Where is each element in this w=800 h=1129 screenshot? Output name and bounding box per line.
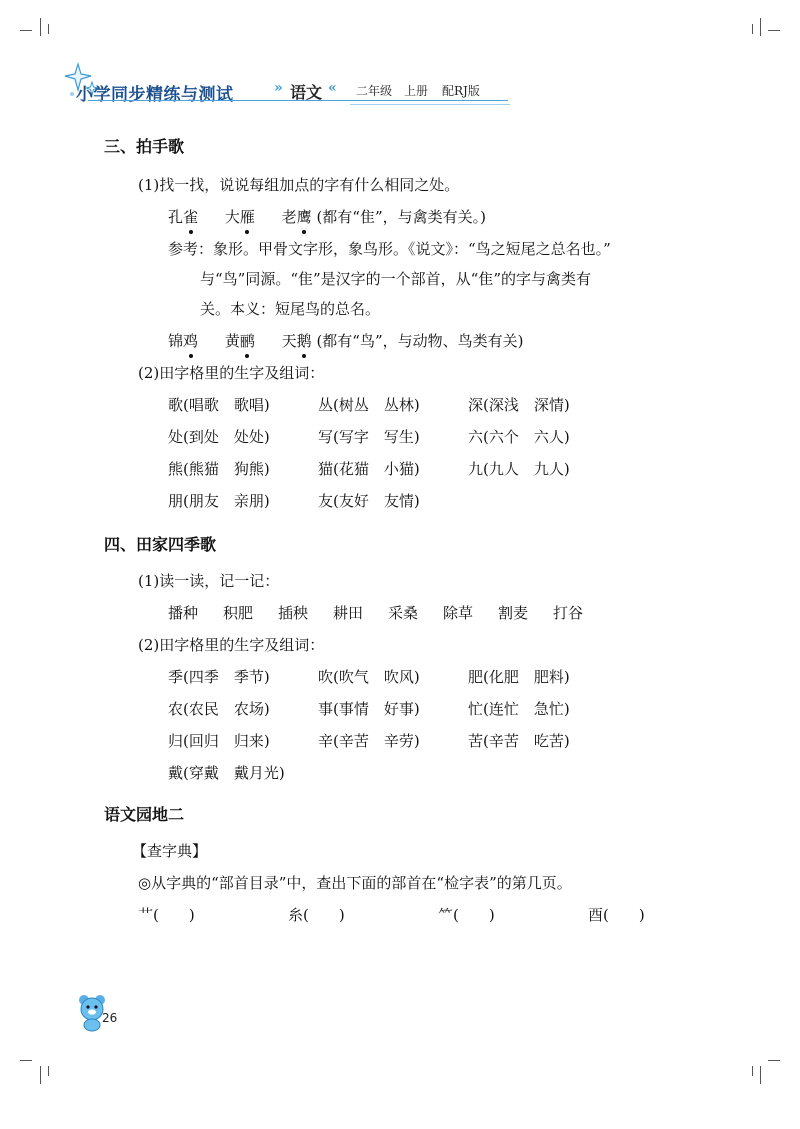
word-item: 耕田: [333, 604, 364, 622]
vocab-row: [168, 666, 570, 687]
example-note: (都有“隹”，与禽类有关。): [316, 208, 486, 226]
vocab-row: [168, 698, 570, 719]
example-word: 孔雀: [168, 206, 198, 227]
radical-blank[interactable]: 艹( ): [138, 906, 195, 924]
example-group: [168, 206, 486, 227]
radical-blank[interactable]: 糸( ): [288, 906, 345, 924]
crop-mark: [752, 1066, 753, 1076]
edition-label: 配RJ版: [442, 84, 480, 98]
vocab-entry: 九(九人 九人): [468, 460, 570, 478]
vocab-row: [168, 730, 570, 751]
example-word: 老鹰: [282, 206, 312, 227]
emphasis-dot-icon: [245, 354, 249, 358]
word-item: 播种: [168, 604, 199, 622]
vocab-entry: 戴(穿戴 戴月光): [168, 764, 285, 782]
vocab-entry: 归(回归 归来): [168, 732, 270, 750]
vocab-entry: 深(深浅 深情): [468, 396, 570, 414]
crop-mark: [48, 1066, 49, 1076]
vocab-row: [168, 490, 420, 511]
example-note: (都有“鸟”，与动物、鸟类有关): [316, 332, 524, 350]
emphasis-dot-icon: [189, 354, 193, 358]
radical-list: [138, 904, 645, 925]
question-prompt: (2)田字格里的生字及组词：: [138, 364, 325, 382]
volume-label: 上册: [404, 84, 429, 98]
emphasis-dot-icon: [302, 354, 306, 358]
example-word: 大雁: [225, 206, 255, 227]
header-rule: [88, 100, 508, 101]
question-prompt: (1)读一读，记一记：: [138, 572, 280, 590]
crop-mark: [760, 1066, 761, 1084]
emphasis-char: 鹂: [240, 330, 255, 351]
vocab-entry: 歌(唱歌 歌唱): [168, 396, 270, 414]
vocab-entry: 友(友好 友情): [318, 492, 420, 510]
crop-mark: [40, 1066, 41, 1084]
instruction: ◎从字典的“部首目录”中，查出下面的部首在“检字表”的第几页。: [138, 874, 572, 892]
reference-line: 与“鸟”同源。“隹”是汉字的一个部首，从“隹”的字与禽类有: [200, 270, 592, 288]
crop-mark: [768, 1060, 780, 1061]
page-number: 26: [102, 1011, 118, 1025]
radical-blank[interactable]: 酉( ): [588, 906, 645, 924]
vocab-entry: 辛(辛苦 辛劳): [318, 732, 420, 750]
word-item: 割麦: [498, 604, 529, 622]
example-word: 天鹅: [282, 330, 312, 351]
word-item: 采桑: [388, 604, 419, 622]
section-heading: 三、拍手歌: [104, 137, 185, 156]
subject-label: 语文: [290, 83, 323, 102]
subsection-label: 【查字典】: [132, 842, 208, 860]
crop-mark: [40, 18, 41, 36]
vocab-entry: 事(事情 好事): [318, 700, 420, 718]
emphasis-char: 雀: [183, 206, 198, 227]
crop-mark: [760, 18, 761, 36]
vocab-row: [168, 762, 285, 783]
vocab-entry: 忙(连忙 急忙): [468, 700, 570, 718]
grade-label: 二年级: [356, 84, 393, 98]
vocab-entry: 吹(吹气 吹风): [318, 668, 420, 686]
vocab-entry: 猫(花猫 小猫): [318, 460, 420, 478]
vocab-row: [168, 458, 570, 479]
crop-mark: [20, 30, 32, 31]
vocab-entry: 丛(树丛 丛林): [318, 396, 420, 414]
vocab-row: [168, 426, 570, 447]
section-heading: 四、田家四季歌: [104, 535, 217, 554]
emphasis-char: 雁: [240, 206, 255, 227]
word-item: 除草: [443, 604, 474, 622]
word-item: 插秧: [278, 604, 309, 622]
word-item: 打谷: [553, 604, 584, 622]
vocab-entry: 熊(熊猫 狗熊): [168, 460, 270, 478]
vocab-entry: 肥(化肥 肥料): [468, 668, 570, 686]
example-group: [168, 330, 523, 351]
question-prompt: (1)找一找，说说每组加点的字有什么相同之处。: [138, 176, 460, 194]
double-chevron-icon: «: [328, 80, 337, 96]
emphasis-dot-icon: [189, 230, 193, 234]
question-prompt: (2)田字格里的生字及组词：: [138, 636, 325, 654]
crop-mark: [20, 1060, 32, 1061]
emphasis-char: 鹰: [297, 206, 312, 227]
vocab-entry: 苦(辛苦 吃苦): [468, 732, 570, 750]
vocab-entry: 处(到处 处处): [168, 428, 270, 446]
example-word: 锦鸡: [168, 330, 198, 351]
vocab-entry: 农(农民 农场): [168, 700, 270, 718]
series-title: 小学同步精练与测试: [76, 85, 234, 105]
vocab-entry: 六(六个 六人): [468, 428, 570, 446]
emphasis-dot-icon: [245, 230, 249, 234]
emphasis-char: 鹅: [297, 330, 312, 351]
double-chevron-icon: »: [274, 80, 283, 96]
emphasis-dot-icon: [302, 230, 306, 234]
crop-mark: [752, 24, 753, 34]
emphasis-char: 鸡: [183, 330, 198, 351]
vocab-entry: 朋(朋友 亲朋): [168, 492, 270, 510]
radical-blank[interactable]: ⺮( ): [438, 906, 495, 924]
crop-mark: [768, 30, 780, 31]
word-item: 积肥: [223, 604, 254, 622]
vocab-entry: 季(四季 季节): [168, 668, 270, 686]
reference-line: 参考：象形。甲骨文字形，象鸟形。《说文》：“鸟之短尾之总名也。”: [168, 240, 611, 258]
vocab-entry: 写(写字 写生): [318, 428, 420, 446]
section-heading: 语文园地二: [104, 805, 185, 824]
word-list: [168, 602, 583, 623]
reference-line: 关。本义：短尾鸟的总名。: [200, 300, 381, 318]
header-rule: [350, 104, 510, 105]
crop-mark: [48, 24, 49, 34]
example-word: 黄鹂: [225, 330, 255, 351]
vocab-row: [168, 394, 570, 415]
